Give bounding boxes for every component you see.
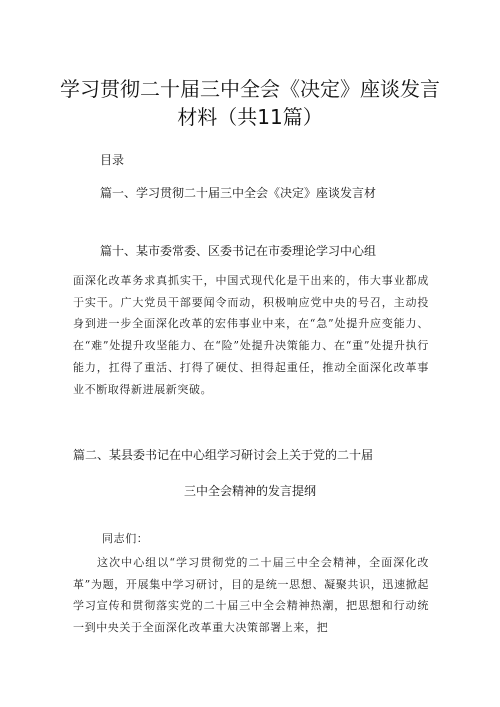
section2-heading-line2: 三中全会精神的发言提纲: [183, 484, 316, 498]
greeting: 同志们：: [102, 532, 149, 545]
toc-label: 目录: [100, 153, 125, 167]
document-title-line1: 学习贯彻二十届三中全会《决定》座谈发言: [60, 77, 440, 101]
toc-item-1[interactable]: 篇一、学习贯彻二十届三中全会《决定》座谈发言材: [100, 186, 377, 200]
body-paragraph-2: 这次中心组以“学习贯彻党的二十届三中全会精神，全面深化改革”为题，开展集中学习研讨，目的是统一思想、凝聚共识，迅速掀起学习宣传和贯彻落实党的二十届三中全会精神热潮，把思想和行动统一到中央关于全面深化改革重大决策部署上来，把: [73, 556, 429, 635]
body-paragraph-1: 面深化改革务求真抓实干，中国式现代化是干出来的，伟大事业都成于实干。广大党员干部要闻令而动，积极响应党中央的号召，主动投身到进一步全面深化改革的宏伟事业中来，在“急”处提升应变能力、在“难”处提升攻坚能力、在“险”处提升决策能力、在“重”处提升执行能力，扛得了重活、打得了硬仗、担得起重任，推动全面深化改革事业不断取得新进展新突破。: [73, 274, 429, 396]
section2-heading-line1: 篇二、某县委书记在中心组学习研讨会上关于党的二十届: [73, 448, 374, 462]
document-title-line2: 材料（共11篇）: [177, 105, 323, 129]
toc-item-10[interactable]: 篇十、某市委常委、区委书记在市委理论学习中心组: [100, 244, 377, 258]
